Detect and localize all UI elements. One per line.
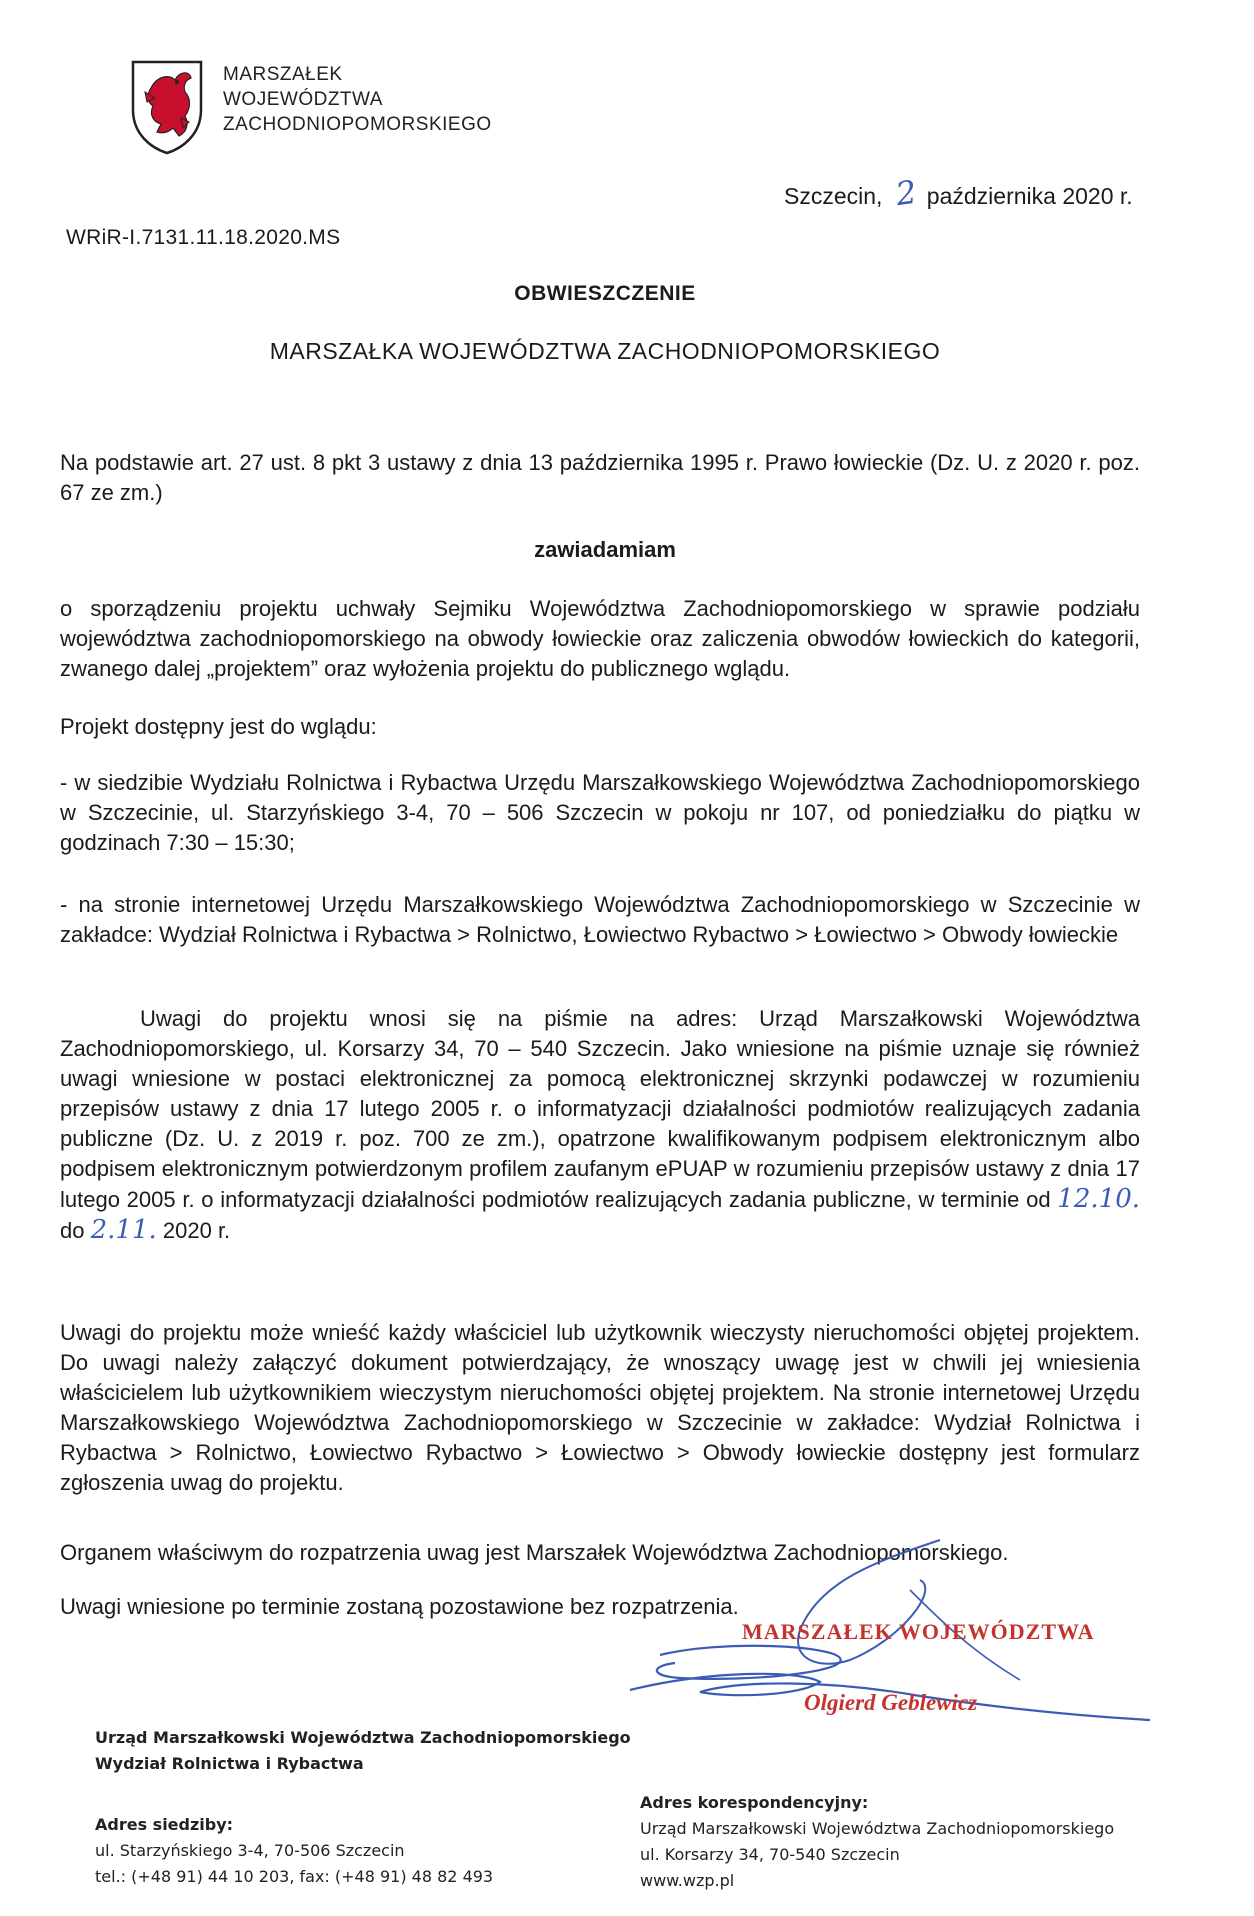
- reference-number: WRiR-I.7131.11.18.2020.MS: [66, 226, 341, 249]
- stamp-signatory-name: Olgierd Geblewicz: [804, 1690, 978, 1715]
- bullet-office: - w siedzibie Wydziału Rolnictwa i Rybactwa Urzędu Marszałkowskiego Województwa Zachodniopomorskiego w Szczecinie, ul. Starzyńskiego 3-4, 70 – 506 Szczecin w pokoju nr 107, od poniedziałku do piątku w godzinach 7:30 – 15:30;: [60, 770, 1140, 855]
- footer-office-name: Urząd Marszałkowski Województwa Zachodniopomorskiego: [95, 1728, 631, 1747]
- paragraph-availability: Projekt dostępny jest do wglądu:: [60, 714, 377, 739]
- stamp-title: MARSZAŁEK WOJEWÓDZTWA: [742, 1619, 1095, 1644]
- footer-seat-block: [95, 1812, 493, 1890]
- bullet-website: - na stronie internetowej Urzędu Marszałkowskiego Województwa Zachodniopomorskiego w Szczecinie w zakładce: Wydział Rolnictwa i Rybactwa > Rolnictwo, Łowiectwo Rybactwo > Łowiectwo > Obwody łowieckie: [60, 892, 1140, 947]
- paragraph-submission: [60, 1004, 1140, 1246]
- paragraph-subject: o sporządzeniu projektu uchwały Sejmiku Województwa Zachodniopomorskiego w sprawie podziału województwa zachodniopomorskiego na obwody łowieckie oraz zaliczenia obwodów łowieckich do kategorii, zwanego dalej „projektem” oraz wyłożenia projektu do publicznego wglądu.: [60, 596, 1140, 681]
- footer-seat-address: ul. Starzyńskiego 3-4, 70-506 Szczecin: [95, 1841, 405, 1860]
- crest-line-1: MARSZAŁEK: [223, 64, 343, 85]
- paragraph-late: Uwagi wniesione po terminie zostaną pozostawione bez rozpatrzenia.: [60, 1594, 739, 1619]
- footer-department: Wydział Rolnictwa i Rybactwa: [95, 1754, 364, 1773]
- term-prefix: w terminie od: [918, 1187, 1051, 1212]
- date-day-handwritten: 2: [893, 172, 920, 214]
- footer-seat-label: Adres siedziby:: [95, 1815, 234, 1834]
- footer-corr-office: Urząd Marszałkowski Województwa Zachodniopomorskiego: [640, 1819, 1115, 1838]
- date-suffix: października 2020 r.: [926, 183, 1133, 209]
- footer-correspondence-block: [640, 1790, 1114, 1894]
- crest-label: [223, 62, 492, 137]
- crest-line-3: ZACHODNIOPOMORSKIEGO: [223, 114, 492, 135]
- announce-word: zawiadamiam: [534, 537, 676, 562]
- document-date: [784, 174, 1133, 212]
- griffin-crest-icon: [129, 58, 205, 156]
- date-prefix: Szczecin,: [784, 183, 883, 209]
- term-suffix: 2020 r.: [162, 1218, 231, 1243]
- footer-office-block: [95, 1725, 631, 1777]
- term-from-handwritten: 12.10.: [1057, 1184, 1140, 1214]
- footer-corr-label: Adres korespondencyjny:: [640, 1793, 869, 1812]
- footer-corr-address: ul. Korsarzy 34, 70-540 Szczecin: [640, 1845, 900, 1864]
- document-subtitle: MARSZAŁKA WOJEWÓDZTWA ZACHODNIOPOMORSKIEGO: [269, 338, 941, 364]
- document-title: OBWIESZCZENIE: [514, 282, 696, 305]
- term-to-handwritten: 2.11.: [90, 1215, 157, 1245]
- paragraph-authority: Organem właściwym do rozpatrzenia uwag jest Marszałek Województwa Zachodniopomorskiego.: [60, 1540, 1009, 1565]
- paragraph-eligibility: Uwagi do projektu może wnieść każdy właściciel lub użytkownik wieczysty nieruchomości objętej projektem. Do uwagi należy załączyć dokument potwierdzający, że wnoszący uwagę jest w chwili jej wniesienia właścicielem lub użytkownikiem wieczystym nieruchomości objętej projektem. Na stronie internetowej Urzędu Marszałkowskiego Województwa Zachodniopomorskiego w Szczecinie w zakładce: Wydział Rolnictwa i Rybactwa > Rolnictwo, Łowiectwo Rybactwo > Łowiectwo > Obwody łowieckie dostępny jest formularz zgłoszenia uwag do projektu.: [60, 1320, 1140, 1495]
- submission-text: Uwagi do projektu wnosi się na piśmie na adres: Urząd Marszałkowski Województwa Zachodniopomorskiego, ul. Korsarzy 34, 70 – 540 Szczecin. Jako wniesione na piśmie uznaje się również uwagi wniesione w postaci elektronicznej za pomocą elektronicznej skrzynki podawczej w rozumieniu przepisów ustawy z dnia 17 lutego 2005 r. o informatyzacji działalności podmiotów realizujących zadania publiczne (Dz. U. z 2019 r. poz. 700 ze zm.), opatrzone kwalifikowanym podpisem elektronicznym albo podpisem elektronicznym potwierdzonym profilem zaufanym ePUAP w rozumieniu przepisów ustawy z dnia 17 lutego 2005 r. o informatyzacji działalności podmiotów realizujących zadania publiczne,: [60, 1006, 1140, 1212]
- legal-basis: Na podstawie art. 27 ust. 8 pkt 3 ustawy z dnia 13 października 1995 r. Prawo łowieckie (Dz. U. z 2020 r. poz. 67 ze zm.): [60, 450, 1140, 505]
- footer-website-link[interactable]: www.wzp.pl: [640, 1871, 735, 1890]
- footer-seat-phone: tel.: (+48 91) 44 10 203, fax: (+48 91) 48 82 493: [95, 1867, 494, 1886]
- crest-line-2: WOJEWÓDZTWA: [223, 89, 383, 110]
- term-mid: do: [60, 1218, 85, 1243]
